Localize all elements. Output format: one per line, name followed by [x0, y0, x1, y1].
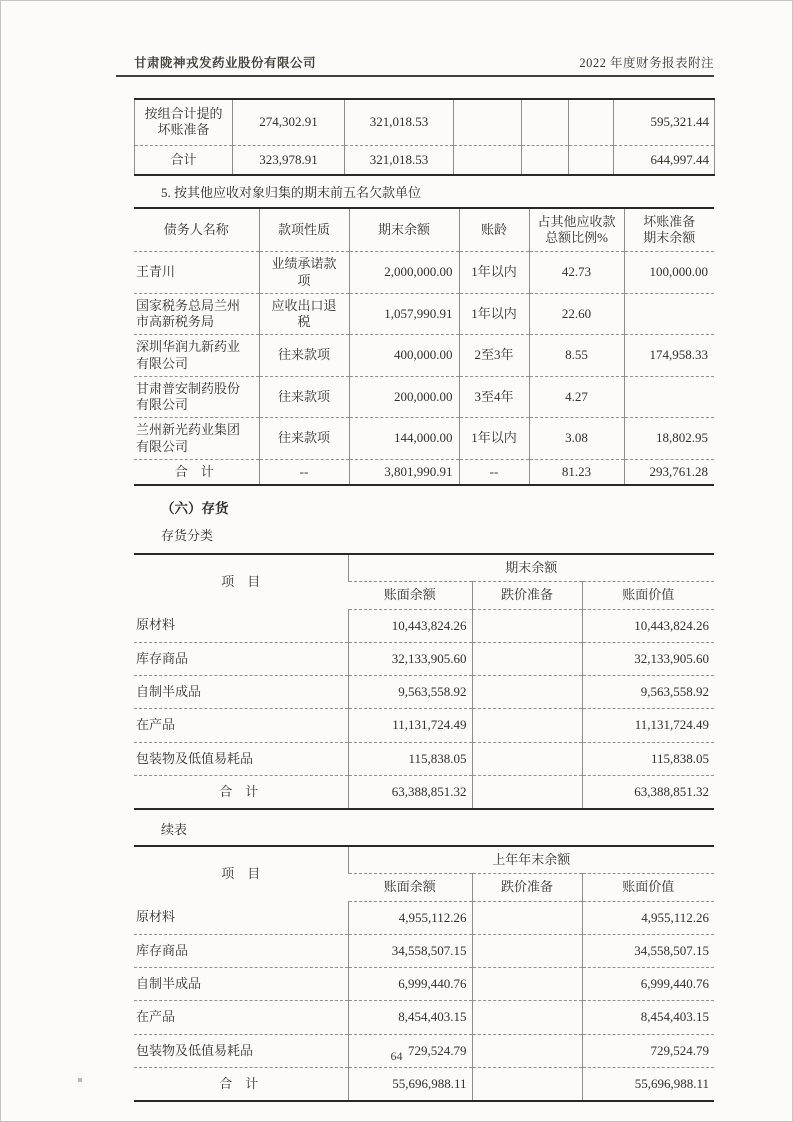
inventory-prior-row-item: 在产品	[134, 1001, 348, 1034]
inventory-prior-row-value: 8,454,403.15	[582, 1001, 714, 1034]
inventory-row-value: 32,133,905.60	[582, 642, 714, 675]
col-impairment-provision: 跌价准备	[472, 582, 582, 609]
col-impairment-provision: 跌价准备	[472, 874, 582, 901]
inventory-row	[134, 642, 714, 675]
debtor-row-provision	[624, 376, 714, 418]
debtor-row-nature: 应收出口退税	[259, 293, 349, 335]
debtor-row	[134, 376, 714, 418]
inventory-row	[134, 742, 714, 775]
debtor-row-balance: 144,000.00	[349, 418, 459, 460]
inventory-prior-row-provision	[472, 1067, 582, 1101]
debtor-row-name: 兰州新光药业集团有限公司	[134, 418, 259, 460]
top-five-debtors-table	[134, 207, 714, 486]
debtor-row-ratio: 42.73	[529, 252, 624, 294]
inventory-prior-row-item: 原材料	[136, 909, 176, 925]
inventory-prior-row-value: 729,524.79	[582, 1034, 714, 1067]
debtor-row-nature: 业绩承诺款项	[259, 252, 349, 294]
inventory-row-balance: 9,563,558.92	[348, 676, 472, 709]
debtor-row-provision: 18,802.95	[624, 418, 714, 460]
inventory-row-value: 9,563,558.92	[582, 676, 714, 709]
carryover-row	[135, 145, 715, 175]
debtor-row-ratio: 4.27	[529, 376, 624, 418]
debtor-row	[134, 459, 714, 485]
inventory-prior-row-balance: 729,524.79	[348, 1034, 472, 1067]
inventory-row-provision	[472, 709, 582, 742]
inventory-classification-label: 存货分类	[161, 528, 214, 543]
debtor-row-balance: 1,057,990.91	[349, 293, 459, 335]
carryover-row-c5	[569, 145, 614, 175]
debtor-row-aging: --	[459, 459, 529, 485]
group-prior-year-balance: 上年年末余额	[348, 846, 714, 874]
debtor-row-name: 甘肃普安制药股份有限公司	[134, 376, 259, 418]
inventory-row-balance: 63,388,851.32	[348, 775, 472, 809]
debtor-row-ratio: 8.55	[529, 335, 624, 377]
debtor-row-aging: 2至3年	[459, 335, 529, 377]
debtor-row-provision: 293,761.28	[624, 459, 714, 485]
col-ratio: 占其他应收款 总额比例%	[529, 208, 624, 252]
inventory-prior-row-item: 库存商品	[134, 934, 348, 967]
debtor-row-aging: 1年以内	[459, 252, 529, 294]
debtor-row-ratio: 81.23	[529, 459, 624, 485]
inventory-prior-row-item: 自制半成品	[134, 968, 348, 1001]
inventory-prior-row-provision	[472, 968, 582, 1001]
group-closing-balance: 期末余额	[348, 554, 714, 582]
debtor-row-name: 合 计	[134, 459, 259, 485]
debtor-row	[134, 335, 714, 377]
inventory-prior-row-provision	[472, 901, 582, 934]
scan-speck	[78, 1078, 82, 1082]
carryover-row-c2: 321,018.53	[345, 99, 454, 145]
inventory-row-item: 库存商品	[134, 642, 348, 675]
section6-title: （六）存货	[161, 501, 229, 516]
inventory-prior-row-balance: 55,696,988.11	[348, 1067, 472, 1101]
inventory-row	[134, 676, 714, 709]
running-header	[116, 53, 714, 77]
inventory-row	[134, 775, 714, 809]
inventory-prior-group-row	[134, 846, 714, 874]
inventory-current-table	[134, 553, 714, 810]
carryover-row	[135, 99, 715, 145]
inventory-row-item: 自制半成品	[134, 676, 348, 709]
carryover-row-c3	[454, 145, 522, 175]
inventory-row-item: 合 计	[134, 775, 348, 809]
carryover-row-c6: 644,997.44	[614, 145, 715, 175]
inventory-prior-row	[134, 968, 714, 1001]
debtor-row-provision: 174,958.33	[624, 335, 714, 377]
debtor-row-balance: 400,000.00	[349, 335, 459, 377]
inventory-row-value: 115,838.05	[582, 742, 714, 775]
inventory-prior-row	[134, 901, 714, 934]
inventory-row-provision	[472, 676, 582, 709]
inventory-prior-row-provision	[472, 934, 582, 967]
carryover-row-label: 合计	[135, 145, 233, 175]
carryover-row-c5	[569, 99, 614, 145]
inventory-prior-row-value: 34,558,507.15	[582, 934, 714, 967]
col-book-balance: 账面余额	[348, 582, 472, 609]
col-carrying-value: 账面价值	[582, 582, 714, 609]
inventory-prior-row-balance: 4,955,112.26	[348, 901, 472, 934]
debtor-row-provision	[624, 293, 714, 335]
debtor-row-name: 王青川	[136, 264, 176, 280]
carryover-row-c4	[522, 145, 569, 175]
inventory-row-balance: 115,838.05	[348, 742, 472, 775]
carryover-row-c2: 321,018.53	[345, 145, 454, 175]
debtor-row-balance: 3,801,990.91	[349, 459, 459, 485]
debtor-row-ratio: 22.60	[529, 293, 624, 335]
debtor-row	[134, 418, 714, 460]
inventory-prior-row-provision	[472, 1001, 582, 1034]
inventory-row-balance: 10,443,824.26	[348, 609, 472, 642]
carryover-row-c1: 323,978.91	[233, 145, 345, 175]
carryover-row-c4	[522, 99, 569, 145]
inventory-prior-row-value: 4,955,112.26	[582, 901, 714, 934]
inventory-row-balance: 32,133,905.60	[348, 642, 472, 675]
col-provision: 坏账准备 期末余额	[624, 208, 714, 252]
inventory-prior-row-balance: 8,454,403.15	[348, 1001, 472, 1034]
debtor-row-aging: 1年以内	[459, 293, 529, 335]
debtor-row-ratio: 3.08	[529, 418, 624, 460]
carryover-row-c1: 274,302.91	[233, 99, 345, 145]
page-number: 64	[390, 1049, 403, 1063]
inventory-prior-row-value: 55,696,988.11	[582, 1067, 714, 1101]
inventory-row-item: 原材料	[136, 617, 176, 633]
debtor-row	[134, 293, 714, 335]
inventory-row-value: 11,131,724.49	[582, 709, 714, 742]
col-item: 项 目	[221, 573, 261, 589]
debtor-row-nature: --	[259, 459, 349, 485]
inventory-row-provision	[472, 642, 582, 675]
continued-table-label: 续表	[161, 822, 188, 837]
inventory-row	[134, 709, 714, 742]
debtor-row-aging: 1年以内	[459, 418, 529, 460]
inventory-row-item: 在产品	[134, 709, 348, 742]
inventory-prior-row-item: 包装物及低值易耗品	[134, 1034, 348, 1067]
inventory-prior-row	[134, 1067, 714, 1101]
inventory-row-provision	[472, 742, 582, 775]
debtor-row-aging: 3至4年	[459, 376, 529, 418]
debtor-row-balance: 200,000.00	[349, 376, 459, 418]
carryover-row-label: 按组合计提的坏账准备	[135, 99, 233, 145]
col-book-balance: 账面余额	[348, 874, 472, 901]
debtors-header-row	[134, 208, 714, 252]
inventory-current-group-row	[134, 554, 714, 582]
col-carrying-value: 账面价值	[582, 874, 714, 901]
page-content	[134, 98, 714, 1102]
debtor-row-nature: 往来款项	[259, 418, 349, 460]
inventory-prior-row-item: 合 计	[134, 1067, 348, 1101]
col-aging: 账龄	[459, 208, 529, 252]
inventory-prior-row-value: 6,999,440.76	[582, 968, 714, 1001]
col-debtor-name: 债务人名称	[134, 208, 259, 252]
col-nature: 款项性质	[259, 208, 349, 252]
debtor-row	[134, 252, 714, 294]
inventory-prior-row	[134, 1001, 714, 1034]
inventory-row-provision	[472, 775, 582, 809]
debtor-row-provision: 100,000.00	[624, 252, 714, 294]
report-title: 2022 年度财务报表附注	[579, 56, 714, 70]
debtor-row-name: 深圳华润九新药业有限公司	[134, 335, 259, 377]
inventory-row-provision	[472, 609, 582, 642]
debtor-row-nature: 往来款项	[259, 335, 349, 377]
inventory-row-balance: 11,131,724.49	[348, 709, 472, 742]
debtor-row-nature: 往来款项	[259, 376, 349, 418]
carryover-row-c3	[454, 99, 522, 145]
inventory-prior-row	[134, 934, 714, 967]
debtor-row-name: 国家税务总局兰州市高新税务局	[134, 293, 259, 335]
col-item: 项 目	[221, 865, 261, 881]
inventory-row-value: 10,443,824.26	[582, 609, 714, 642]
inventory-prior-row-balance: 6,999,440.76	[348, 968, 472, 1001]
company-name: 甘肃陇神戎发药业股份有限公司	[134, 56, 317, 70]
section5-title: 5. 按其他应收对象归集的期末前五名欠款单位	[161, 184, 422, 200]
inventory-prior-row-balance: 34,558,507.15	[348, 934, 472, 967]
inventory-row-item: 包装物及低值易耗品	[134, 742, 348, 775]
bad-debt-carryover-table	[134, 98, 715, 176]
col-closing-balance: 期末余额	[349, 208, 459, 252]
inventory-row-value: 63,388,851.32	[582, 775, 714, 809]
inventory-row	[134, 609, 714, 642]
debtor-row-balance: 2,000,000.00	[349, 252, 459, 294]
carryover-row-c6: 595,321.44	[614, 99, 715, 145]
